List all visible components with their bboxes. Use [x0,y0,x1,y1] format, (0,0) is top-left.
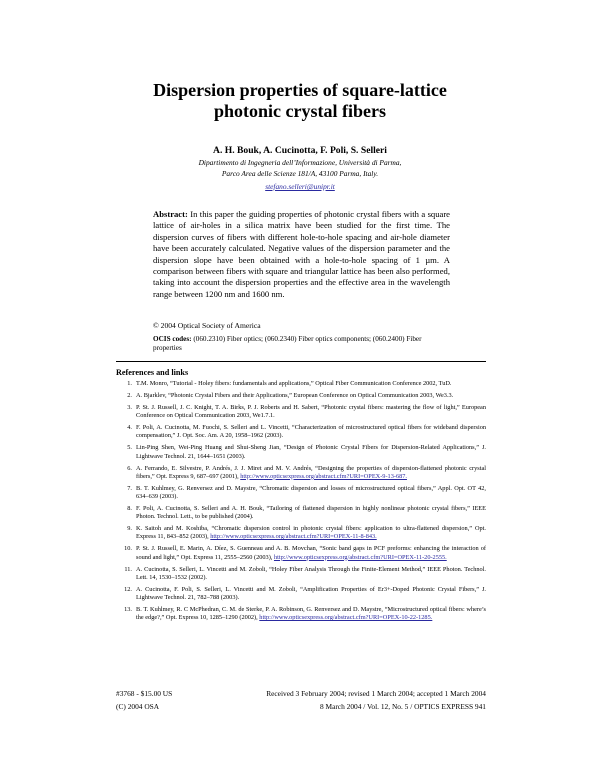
reference-number: 7. [127,484,132,492]
reference-text: A. Bjarklev, “Photonic Crystal Fibers and their Applications,” European Conference on Optical Communication 2003, We3.3. [136,392,454,399]
reference-text: P. St. J. Russell, E. Marin, A. Díez, S. Guenneau and A. B. Movchan, “Sonic band gaps in PCF preforms: enhancing the interaction of sound and light,” Opt. Express 11, 2555–2560 (2003), [136,545,486,561]
reference-text: F. Poli, A. Cucinotta, M. Fuochi, S. Selleri and L. Vincetti, “Characterization of microstructured optical fibers for wideband dispersion compensation,” J. Opt. Soc. Am. A 20, 1958–1962 (2003). [136,424,486,440]
reference-item [116,586,486,602]
reference-item [116,566,486,582]
footer-received-dates: Received 3 February 2004; revised 1 March 2004; accepted 1 March 2004 [266,689,486,698]
reference-text: F. Poli, A. Cucinotta, S. Selleri and A. H. Bouk, “Tailoring of flattened dispersion in highly nonlinear photonic crystal fibers,” IEEE Photon. Technol. Lett., to be published (2004). [136,505,486,521]
title-line-2: photonic crystal fibers [214,101,386,121]
reference-item [116,485,486,501]
reference-item [116,424,486,440]
ocis-text: (060.2310) Fiber optics; (060.2340) Fiber optics components; (060.2400) Fiber properties [153,335,422,353]
reference-link[interactable]: http://www.opticsexpress.org/abstract.cfm?URI=OPEX-11-8-843. [210,533,377,541]
reference-link[interactable]: http://www.opticsexpress.org/abstract.cfm?URI=OPEX-11-20-2555. [273,553,447,561]
reference-text: Lin-Ping Shen, Wei-Ping Huang and Shui-Sheng Jian, “Design of Photonic Crystal Fibers for Dispersion-Related Applications,” J. Lightwave Technol. 21, 1644–1651 (2003). [136,444,486,460]
abstract [153,209,450,300]
ocis-codes [153,335,450,353]
reference-number: 1. [127,380,132,387]
ocis-label: OCIS codes: [153,335,192,343]
reference-text: A. Ferrando, E. Silvestre, P. Andrés, J. J. Miret and M. V. Andrés, “Designing the properties of dispersion-flattened photonic crystal fibers,” Opt. Express 9, 687–697 (2001), [136,464,486,480]
reference-number: 8. [127,505,132,513]
reference-item [116,606,486,622]
reference-text: A. Cucinotta, F. Poli, S. Selleri, L. Vincetti and M. Zoboli, “Amplification Properties of Er3+-Doped Photonic Crystal Fibers,” J. Lightwave Technol. 21, 782–788 (2003). [136,585,486,602]
author-list: A. H. Bouk, A. Cucinotta, F. Poli, S. Selleri [213,145,387,156]
reference-text: B. T. Kuhlmey, G. Renversez and D. Maystre, “Chromatic dispersion and losses of microstructured optical fibers,” Appl. Opt. OT 42, 634–639 (2003). [136,484,486,501]
reference-link[interactable]: http://www.opticsexpress.org/abstract.cfm?URI=OPEX-9-13-687. [240,472,407,480]
footer-copyright: (C) 2004 OSA [116,702,160,711]
reference-text: B. T. Kuhlmey, R. C McPhedran, C. M. de Sterke, P. A. Robinson, G. Renversez and D. Maystre, “Microstructured optical fibers: where’s the edge?,” Opt. Express 10, 1285–1290 (2002), [136,606,486,622]
copyright-notice: © 2004 Optical Society of America [153,321,261,330]
reference-item [116,525,486,541]
reference-number: 12. [124,585,132,593]
reference-item [116,380,486,388]
reference-number: 10. [124,545,132,553]
reference-number: 11. [124,565,132,573]
references-heading: References and links [116,368,189,377]
reference-number: 2. [127,392,132,399]
reference-list [116,380,486,626]
reference-item [116,465,486,481]
reference-number: 5. [127,444,132,452]
reference-text: K. Saitoh and M. Koshiba, “Chromatic dispersion control in photonic crystal fibers: application to ultra-flattened dispersion,” Opt. Express 11, 843–852 (2003), [136,525,486,541]
reference-number: 4. [127,424,132,432]
reference-text: P. St. J. Russell, J. C. Knight, T. A. Birks, P. J. Roberts and H. Sabert, “Photonic crystal fibers: mastering the flow of light,” European Conference on Optical Communication 2003, We1.7.1. [136,404,486,420]
author-email[interactable] [100,182,500,191]
reference-number: 9. [127,525,132,533]
reference-item [116,545,486,561]
reference-item [116,392,486,400]
reference-number: 13. [124,606,132,614]
footer-journal-info: 8 March 2004 / Vol. 12, No. 5 / OPTICS EXPRESS 941 [319,702,486,711]
affiliation [100,158,500,179]
title-line-1: Dispersion properties of square-lattice [153,80,447,100]
reference-number: 3. [127,404,132,411]
reference-item [116,444,486,460]
reference-item [116,505,486,521]
reference-item [116,404,486,420]
section-divider [116,361,486,362]
reference-text: A. Cucinotta, S. Selleri, L. Vincetti and M. Zoboli, “Holey Fiber Analysis Through the Finite-Element Method,” IEEE Photon. Technol. Lett. 14, 1530–1532 (2002). [136,565,486,581]
paper-title [100,80,500,122]
affiliation-line-2: Parco Area delle Scienze 181/A, 43100 Parma, Italy. [221,168,379,178]
reference-text: T.M. Monro, “Tutorial - Holey fibers: fundamentals and applications,” Optical Fiber Communication Conference 2002, TuD. [136,380,452,387]
abstract-label: Abstract: [153,209,188,219]
author-email-link[interactable]: stefano.selleri@unipr.it [265,182,335,191]
reference-link[interactable]: http://www.opticsexpress.org/abstract.cfm?URI=OPEX-10-22-1285. [259,614,433,622]
reference-number: 6. [127,464,132,472]
affiliation-line-1: Dipartimento di Ingegneria dell’Informazione, Università di Parma, [198,158,402,167]
footer-manuscript-id: #3768 - $15.00 US [116,689,173,698]
abstract-text: In this paper the guiding properties of photonic crystal fibers with a square lattice of air-holes in a silica matrix have been studied for the first time. The dispersion curves of fibers with different hole-to-hole spacing and air-hole diameter have been accurately calculated. Negative values of the dispersion parameter and the dispersion slope have been obtained with a hole-to-hole spacing of 1 µm. A comparison between fibers with square and triangular lattice has been also performed, taking into account the dispersion properties and the effective area in the wavelength range between 1200 nm and 1600 nm. [153,209,450,299]
